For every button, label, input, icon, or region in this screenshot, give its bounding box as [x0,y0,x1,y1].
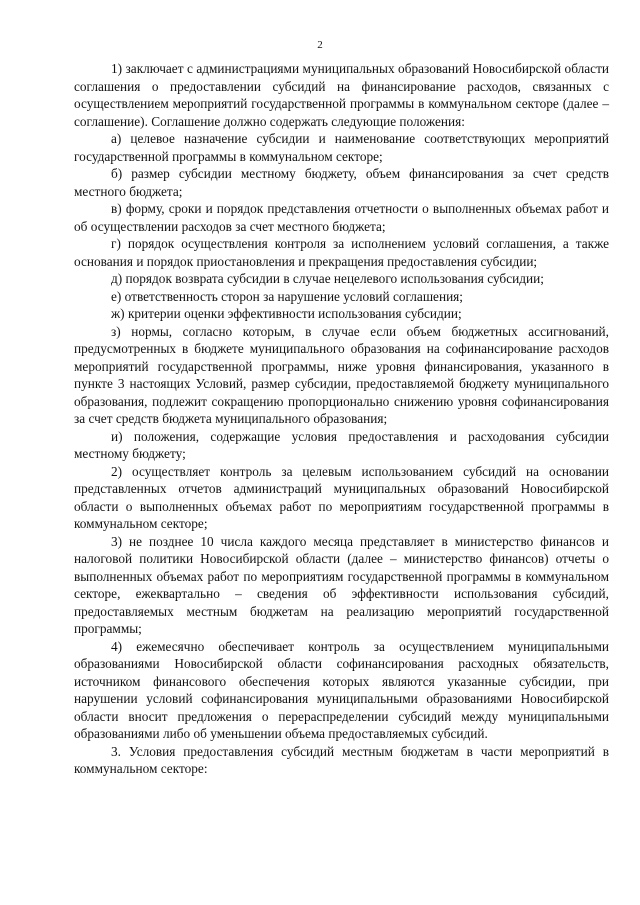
paragraph-a-purpose: а) целевое назначение субсидии и наименование соответствующих мероприятий государственной программы в коммунальном секторе; [74,131,609,164]
paragraph-e-liability: е) ответственность сторон за нарушение условий соглашения; [111,288,463,304]
paragraph-3-reports: 3) не позднее 10 числа каждого месяца представляет в министерство финансов и налоговой политики Новосибирской области (далее – министерство финансов) отчеты о выполненных объемах работ по мероприятиям государственной программы в коммунальном секторе, ежеквартально – сведения об эффективности использования субсидий, предоставляемых местным бюджетам на реализацию мероприятий государственной программы; [74,533,609,636]
paragraph-2-control: 2) осуществляет контроль за целевым использованием субсидий на основании представленных отчетов администраций муниципальных образований Новосибирской области о выполненных объемах работ по мероприятиям государственной программы в коммунальном секторе; [74,463,609,531]
paragraph-z-norms: з) нормы, согласно которым, в случае если объем бюджетных ассигнований, предусмотренных в бюджете муниципального образования на софинансирование расходов мероприятий государственной программы, ниже уровня финансирования, указанного в пункте 3 настоящих Условий, размер субсидии, предоставляемой бюджету муниципального образования, подлежит сокращению пропорционально снижению уровня софинансирования за счет средств бюджета муниципального образования; [74,323,609,426]
paragraph-g-control: г) порядок осуществления контроля за исполнением условий соглашения, а также основания и порядок приостановления и прекращения предоставления субсидии; [74,236,609,269]
page-number: 2 [317,39,323,51]
paragraph-b-amount: б) размер субсидии местному бюджету, объем финансирования за счет средств местного бюджета; [74,166,609,199]
paragraph-section-3-conditions: 3. Условия предоставления субсидий местным бюджетам в части мероприятий в коммунальном секторе: [74,743,609,776]
paragraph-4-cofinancing: 4) ежемесячно обеспечивает контроль за осуществлением муниципальными образованиями Новосибирской области софинансирования расходных обязательств, источником финансового обеспечения которых являются указанные субсидии, при нарушении условий софинансирования муниципальными образованиями Новосибирской области вносит предложения о перераспределении субсидий между муниципальными образованиями либо об уменьшении объема предоставляемых субсидий. [74,638,609,741]
paragraph-1-agreement: 1) заключает с администрациями муниципальных образований Новосибирской области соглашения о предоставлении субсидий на финансирование расходов, связанных с осуществлением мероприятий государственной программы в коммунальном секторе (далее – соглашение). Соглашение должно содержать следующие положения: [74,61,609,129]
paragraph-v-reporting: в) форму, сроки и порядок представления отчетности о выполненных объемах работ и об осуществлении расходов за счет местного бюджета; [74,201,609,234]
document-body [74,60,609,778]
paragraph-d-refund: д) порядок возврата субсидии в случае нецелевого использования субсидии; [111,271,544,286]
paragraph-i-provisions: и) положения, содержащие условия предоставления и расходования субсидии местному бюджету; [74,428,609,461]
paragraph-zh-criteria: ж) критерии оценки эффективности использования субсидии; [111,306,462,321]
